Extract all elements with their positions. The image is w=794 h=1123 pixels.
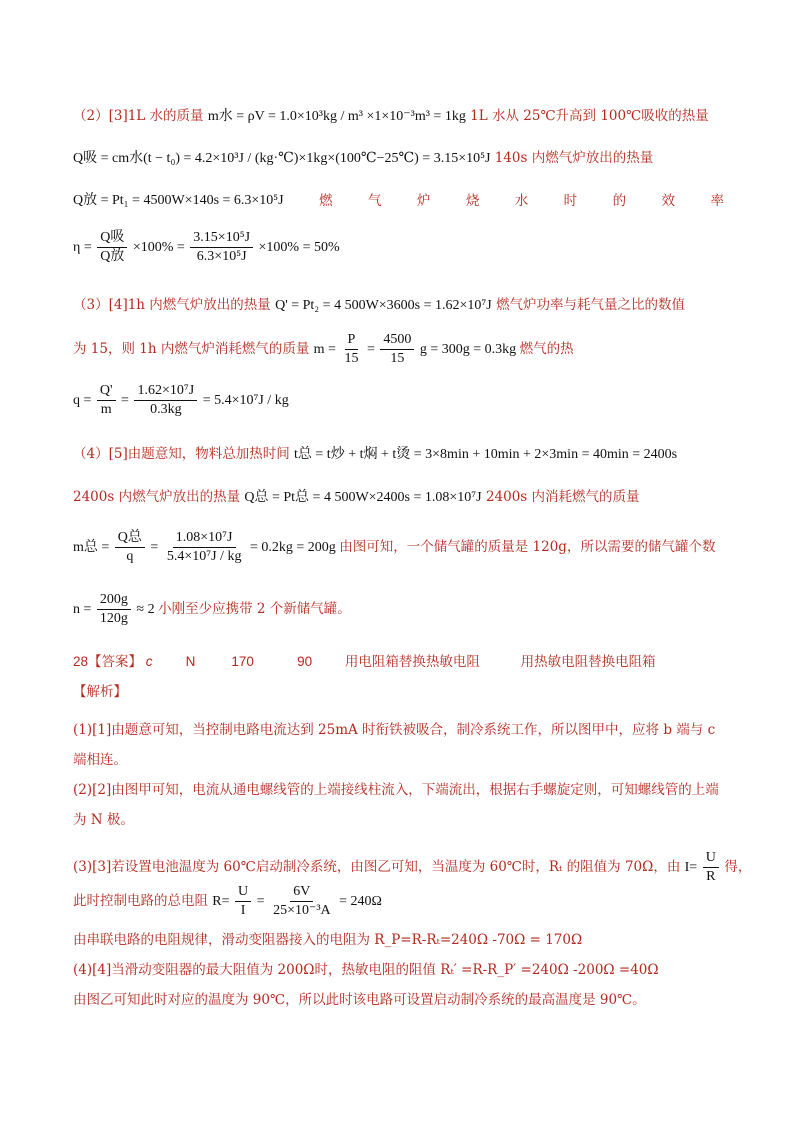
answer-1: c — [145, 654, 153, 669]
q4-line-3-tail: 由图可知，一个储气罐的质量是 120g，所以需要的储气罐个数 — [339, 538, 716, 555]
q4-line-4 — [73, 592, 724, 627]
analysis-p3c: 由串联电路的电阻规律，滑动变阻器接入的电阻为 R_P=R-Rₜ=240Ω -70Ω = 170Ω — [73, 932, 583, 948]
efficiency-word-6: 时 — [563, 193, 578, 209]
q2-line-1 — [73, 108, 724, 126]
fraction-q-ratio — [97, 230, 127, 265]
fraction-denominator: 120g — [99, 611, 128, 627]
fraction-denominator: 25×10⁻³A — [273, 903, 331, 919]
total-heat-formula: Q总 = Pt总 = 4 500W×2400s = 1.08×10⁷J — [244, 490, 482, 505]
fraction-numerator: 1.62×10⁷J — [134, 383, 197, 401]
q3-lead: （3）[4]1h 内燃气炉放出的热量 — [73, 297, 271, 313]
fraction-denominator: 5.4×10⁷J / kg — [166, 549, 242, 565]
fraction-denominator: Q放 — [100, 249, 125, 265]
p3-tail: 得， — [724, 858, 752, 875]
efficiency-word-3: 炉 — [416, 193, 431, 209]
p3b-lead: 此时控制电路的总电阻 — [73, 892, 208, 909]
fraction-denominator: 0.3kg — [150, 402, 182, 418]
total-mass-result: = 0.2kg = 200g — [249, 539, 336, 555]
efficiency-word-1: 燃 — [319, 193, 333, 209]
efficiency-word-5: 水 — [514, 193, 529, 209]
fraction-numerator: Q' — [97, 383, 116, 401]
fraction-numerator: U — [703, 850, 719, 868]
efficiency-word-7: 的 — [612, 193, 627, 209]
efficiency-word-2: 气 — [367, 193, 382, 209]
q2-line-2 — [73, 150, 724, 168]
q2-line-3 — [73, 193, 724, 210]
q3-line-2 — [73, 332, 724, 367]
q4-line-2-lead: 2400s 内燃气炉放出的热量 — [73, 489, 241, 505]
fraction-6v-current — [270, 884, 334, 919]
analysis-title: 【解析】 — [73, 684, 127, 700]
fraction-denominator: 15 — [344, 351, 359, 367]
fraction-numerator: 200g — [97, 592, 131, 610]
q-lhs: q = — [73, 392, 92, 408]
mass-lhs: m = — [313, 341, 336, 357]
fraction-numerator: U — [235, 884, 251, 902]
q3-tail: 燃气炉功率与耗气量之比的数值 — [496, 297, 686, 313]
fraction-numerator: Q吸 — [97, 230, 127, 248]
eta-mid: ×100% = — [132, 239, 185, 255]
resistance-lhs: R= — [212, 893, 230, 909]
efficiency-word-4: 烧 — [465, 193, 480, 209]
fraction-u-r — [703, 850, 719, 885]
fraction-numerator: 4500 — [380, 332, 414, 350]
resistance-result: = 240Ω — [339, 893, 382, 909]
q4-line-2 — [73, 489, 724, 507]
fraction-denominator: 6.3×10⁵J — [196, 249, 247, 265]
fraction-200-120 — [97, 592, 131, 627]
q4-lead: （4）[5]由题意知，物料总加热时间 — [73, 446, 290, 462]
equals: = — [366, 341, 375, 357]
q2-tail: 1L 水从 25℃升高到 100℃吸收的热量 — [470, 108, 709, 124]
heat-absorbed-formula: Q吸 = cm水(t − t₀) = 4.2×10³J / (kg·℃)×1kg×(100℃−25℃) = 3.15×10⁵J — [73, 151, 491, 166]
fraction-4500-15 — [380, 332, 414, 367]
ohm-lhs: I= — [684, 859, 698, 875]
heat-value-formula — [73, 383, 724, 418]
eta-result: ×100% = 50% — [258, 239, 340, 255]
q3-line-2-lead: 为 15，则 1h 内燃气炉消耗燃气的质量 — [73, 340, 310, 357]
heat-released-formula: Q放 = Pt₁ = 4500W×140s = 6.3×10⁵J — [73, 193, 284, 208]
analysis-p3b — [73, 884, 724, 919]
answer-5: 用电阻箱替换热敏电阻 — [344, 654, 480, 669]
fraction-denominator: q — [126, 549, 134, 565]
fraction-denominator: I — [240, 903, 246, 919]
answer-6: 用热敏电阻替换电阻箱 — [520, 654, 656, 669]
analysis-p4b: 由图乙可知此时对应的温度为 90℃，所以此时该电路可设置启动制冷系统的最高温度是 90℃。 — [73, 992, 646, 1008]
q3-line-1 — [73, 297, 724, 315]
q4-line-1 — [73, 446, 724, 464]
answer-2: N — [185, 654, 196, 669]
analysis-p2: (2)[2]由图甲可知，电流从通电螺线管的上端接线柱流入，下端流出，根据右手螺旋定则，可知螺线管的上端为 N 极。 — [73, 782, 719, 828]
q28-answer-line — [73, 654, 724, 670]
answer-label: 28【答案】 — [73, 654, 143, 669]
q4-line-2-tail: 2400s 内消耗燃气的质量 — [485, 489, 640, 505]
efficiency-formula — [73, 230, 724, 265]
efficiency-word-8: 效 — [661, 193, 676, 209]
q4-line-3 — [73, 530, 724, 565]
equals: = — [256, 893, 265, 909]
fraction-heat-values — [134, 383, 197, 418]
fraction-total-values — [164, 530, 245, 565]
fraction-numerator: Q总 — [115, 530, 145, 548]
analysis-p3 — [73, 850, 752, 885]
p3-lead: (3)[3]若设置电池温度为 60℃启动制冷系统，由图乙可知，当温度为 60℃时，Rₜ 的阻值为 70Ω，由 — [73, 858, 681, 875]
fraction-u-i — [235, 884, 251, 919]
fraction-numerator: 6V — [290, 884, 313, 902]
hour-heat-formula: Q' = Pt₂ = 4 500W×3600s = 1.62×10⁷J — [275, 298, 492, 313]
fraction-numerator: 3.15×10⁵J — [190, 230, 253, 248]
eta-lhs: η = — [73, 239, 92, 255]
mass-result: g = 300g = 0.3kg — [419, 341, 517, 357]
q3-line-2-tail: 燃气的热 — [519, 340, 574, 357]
fraction-numerator: P — [345, 332, 359, 350]
q2-line-2-tail: 140s 内燃气炉放出的热量 — [494, 150, 654, 166]
fraction-values — [190, 230, 253, 265]
fraction-qtotal-q — [115, 530, 145, 565]
total-mass-lhs: m总 = — [73, 539, 110, 555]
fraction-p-15 — [341, 332, 361, 367]
water-mass-formula: m水 = ρV = 1.0×10³kg / m³ ×1×10⁻³m³ = 1kg — [207, 109, 466, 124]
fraction-q-m — [97, 383, 116, 418]
answer-3: 170 — [231, 654, 254, 669]
q4-conclusion: 小刚至少应携带 2 个新储气罐。 — [158, 600, 351, 617]
n-lhs: n = — [73, 601, 92, 617]
efficiency-word-9: 率 — [710, 193, 724, 209]
equals: = — [150, 539, 159, 555]
heat-value-result: = 5.4×10⁷J / kg — [202, 392, 289, 408]
equals: = — [121, 392, 129, 408]
total-time-formula: t总 = t炒 + t焖 + t烫 = 3×8min + 10min + 2×3min = 40min = 2400s — [294, 447, 678, 462]
fraction-numerator: 1.08×10⁷J — [173, 530, 236, 548]
answer-4: 90 — [297, 654, 313, 669]
fraction-denominator: m — [100, 402, 112, 418]
q2-lead: （2）[3]1L 水的质量 — [73, 108, 204, 124]
fraction-denominator: R — [706, 869, 716, 885]
analysis-p4: (4)[4]当滑动变阻器的最大阻值为 200Ω时，热敏电阻的阻值 Rₜ′ =R-R_P′ =240Ω -200Ω =40Ω — [73, 962, 659, 978]
n-result: ≈ 2 — [136, 601, 155, 617]
analysis-p1: (1)[1]由题意可知，当控制电路电流达到 25mA 时衔铁被吸合，制冷系统工作，所以图甲中，应将 b 端与 c 端相连。 — [73, 722, 716, 768]
fraction-denominator: 15 — [390, 351, 405, 367]
